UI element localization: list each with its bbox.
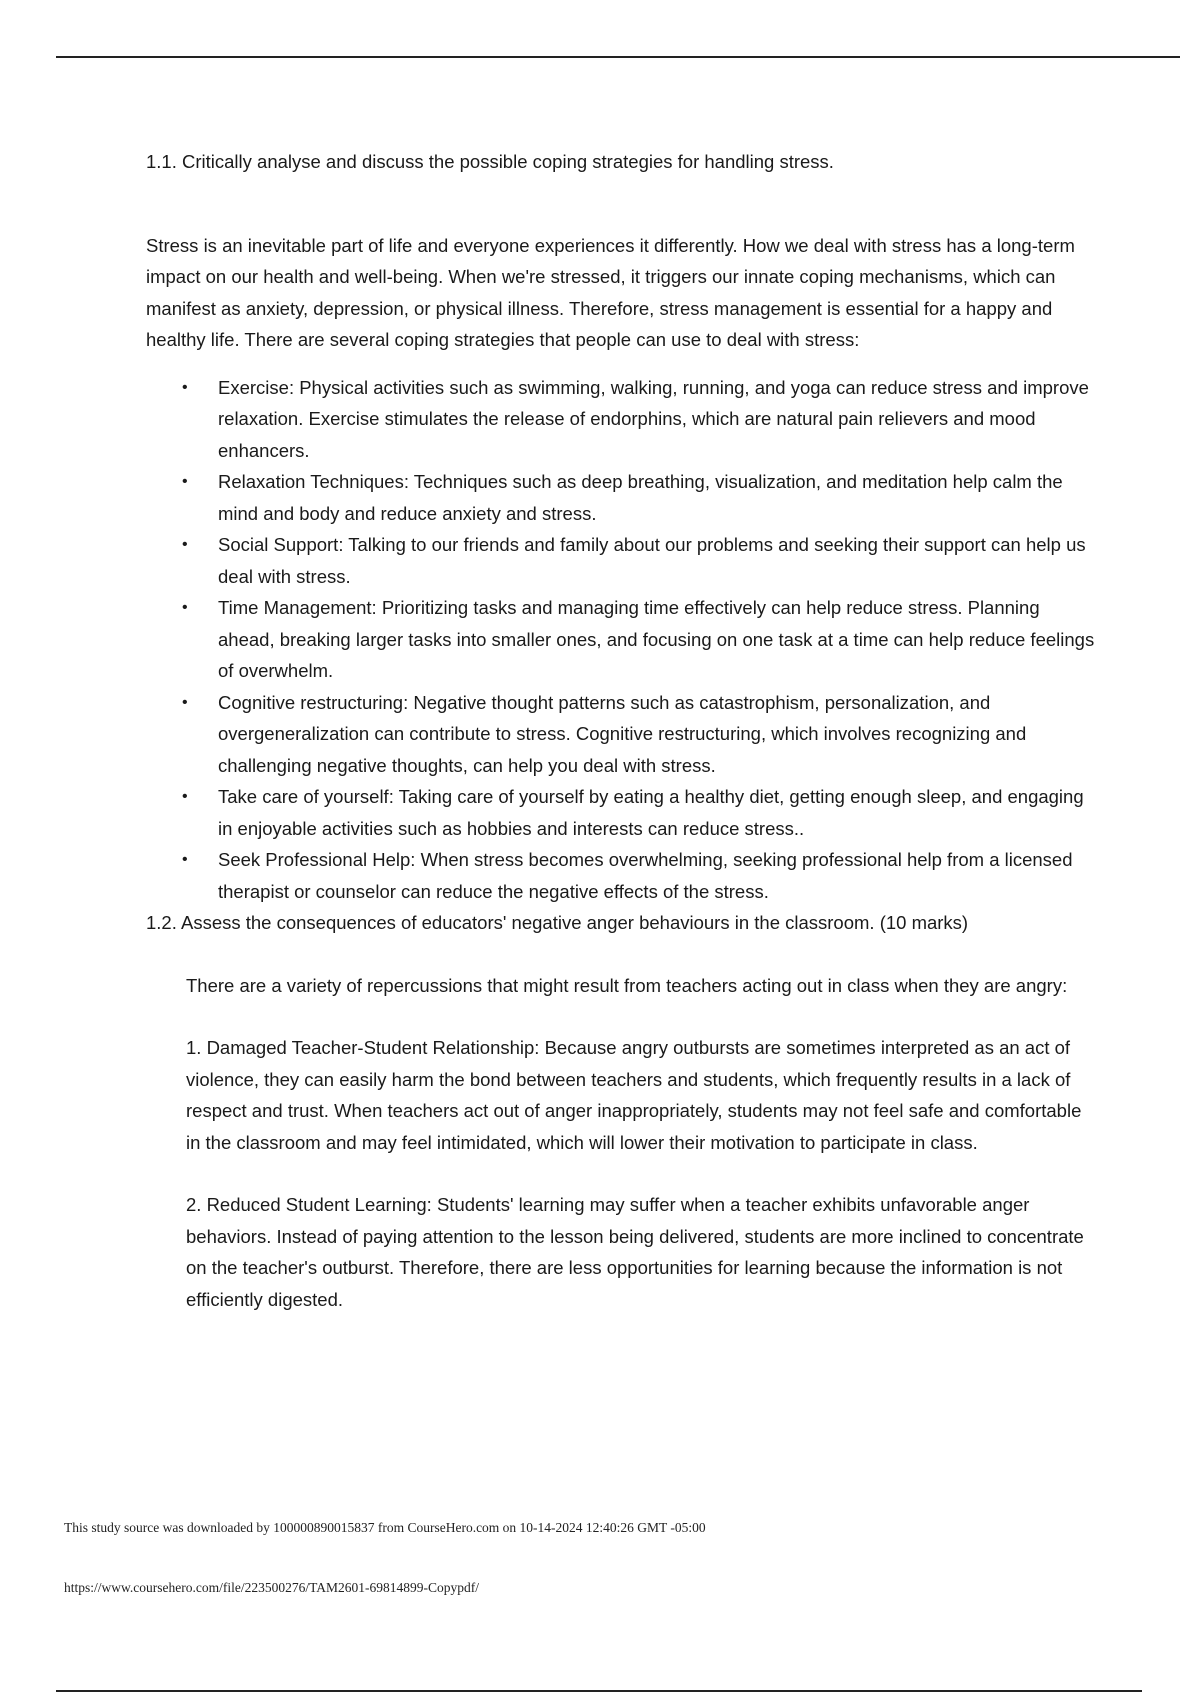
- section-1-2-point-1: 1. Damaged Teacher-Student Relationship: Because angry outbursts are sometimes interpreted as an act of violence, they can easily harm the bond between teachers and students, which frequently results in a lack of respect and trust. When teachers act out of anger inappropriately, students may not feel safe and comfortable in the classroom and may feel intimidated, which will lower their motivation to participate in class.: [186, 1037, 1082, 1153]
- section-1-2-body: [146, 970, 1096, 1316]
- list-item-text: Social Support: Talking to our friends and family about our problems and seeking their support can help us deal with stress.: [218, 534, 1086, 587]
- list-item-relaxation: [182, 466, 1096, 529]
- list-item-time-management: [182, 592, 1096, 687]
- source-url[interactable]: https://www.coursehero.com/file/223500276/TAM2601-69814899-Copypdf/: [64, 1580, 479, 1595]
- list-item-social-support: [182, 529, 1096, 592]
- bullet-icon: •: [182, 788, 188, 805]
- bullet-icon: •: [182, 536, 188, 553]
- list-item-self-care: [182, 781, 1096, 844]
- bullet-icon: •: [182, 473, 188, 490]
- list-item-text: Cognitive restructuring: Negative thought patterns such as catastrophism, personalization, and overgeneralization can contribute to stress. Cognitive restructuring, which involves recognizing and challenging negative thoughts, can help you deal with stress.: [218, 691, 1027, 776]
- section-1-1-intro: Stress is an inevitable part of life and everyone experiences it differently. How we deal with stress has a long-term impact on our health and well-being. When we're stressed, it triggers our innate coping mechanisms, which can manifest as anxiety, depression, or physical illness. Therefore, stress management is essential for a happy and healthy life. There are several coping strategies that people can use to deal with stress:: [146, 234, 1075, 350]
- list-item-text: Relaxation Techniques: Techniques such as deep breathing, visualization, and meditation help calm the mind and body and reduce anxiety and stress.: [218, 471, 1063, 524]
- list-item-exercise: [182, 372, 1096, 467]
- list-item-text: Seek Professional Help: When stress becomes overwhelming, seeking professional help from a licensed therapist or counselor can reduce the negative effects of the stress.: [218, 849, 1073, 902]
- bullet-icon: •: [182, 599, 188, 616]
- download-note: This study source was downloaded by 100000890015837 from CourseHero.com on 10-14-2024 12:40:26 GMT -05:00: [64, 1520, 706, 1535]
- coping-strategies-list: [146, 372, 1096, 908]
- bullet-icon: •: [182, 378, 188, 396]
- section-1-2-intro: There are a variety of repercussions that might result from teachers acting out in class when they are angry:: [186, 974, 1068, 996]
- list-item-text: Take care of yourself: Taking care of yourself by eating a healthy diet, getting enough sleep, and engaging in enjoyable activities such as hobbies and interests can reduce stress..: [218, 786, 1084, 839]
- section-1-1-heading: 1.1. Critically analyse and discuss the possible coping strategies for handling stress.: [146, 151, 834, 172]
- bottom-rule: [56, 1690, 1142, 1692]
- list-item-cognitive-restructuring: [182, 687, 1096, 782]
- bullet-icon: •: [182, 851, 188, 868]
- section-1-2-point-2: 2. Reduced Student Learning: Students' learning may suffer when a teacher exhibits unfavorable anger behaviors. Instead of paying attention to the lesson being delivered, students are more inclined to concentrate on the teacher's outburst. Therefore, there are less opportunities for learning because the information is not efficiently digested.: [186, 1194, 1084, 1310]
- list-item-text: Exercise: Physical activities such as swimming, walking, running, and yoga can reduce stress and improve relaxation. Exercise stimulates the release of endorphins, which are natural pain relievers and mood enhancers.: [218, 376, 1089, 461]
- list-item-professional-help: [182, 844, 1096, 907]
- document-body: [146, 146, 1096, 1315]
- bullet-icon: •: [182, 693, 188, 711]
- list-item-text: Time Management: Prioritizing tasks and managing time effectively can help reduce stress. Planning ahead, breaking larger tasks into smaller ones, and focusing on one task at a time can help reduce feelings of overwhelm.: [218, 597, 1095, 681]
- top-rule: [56, 56, 1180, 58]
- section-1-2-heading: 1.2. Assess the consequences of educators' negative anger behaviours in the classroom. (10 marks): [146, 912, 969, 933]
